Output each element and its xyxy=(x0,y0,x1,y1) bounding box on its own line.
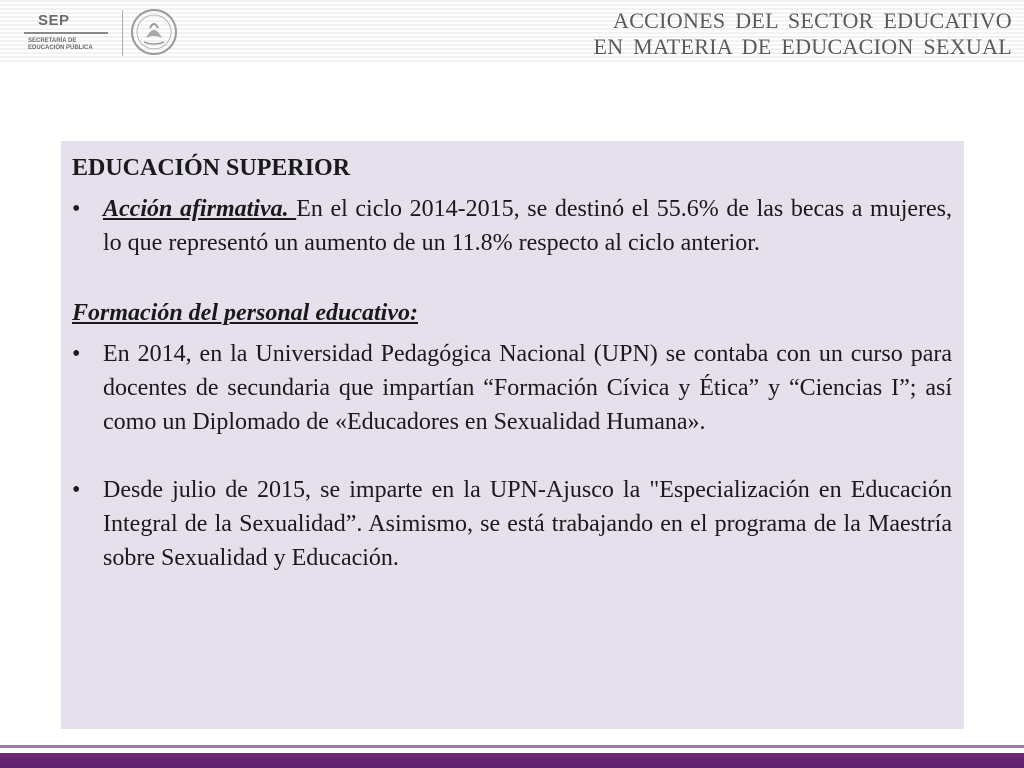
sep-logo-subtitle xyxy=(28,38,114,52)
bullet-item-3 xyxy=(72,473,952,575)
spacer xyxy=(72,330,952,337)
header-bar xyxy=(0,0,1024,64)
page-title-line-1: ACCIONES DEL SECTOR EDUCATIVO xyxy=(613,8,1012,33)
footer-bar xyxy=(0,745,1024,768)
sep-logo-divider xyxy=(24,32,108,34)
section-heading: EDUCACIÓN SUPERIOR xyxy=(72,155,351,181)
bullet-text-3: Desde julio de 2015, se imparte en la UPN-Ajusco la "Especialización en Educación Integral de la Sexualidad”. Asimismo, se está trabajando en el programa de la Maestría sobre Sexualidad y Educación. xyxy=(103,477,952,571)
bullet-icon: • xyxy=(72,196,81,222)
bullet-item-2 xyxy=(72,337,952,439)
national-seal-icon xyxy=(130,8,178,56)
sep-logo-subtitle-line-2: EDUCACIÓN PÚBLICA xyxy=(28,45,93,51)
sep-logo-text: SEP xyxy=(38,12,70,29)
page-title-line-2: EN MATERIA DE EDUCACION SEXUAL xyxy=(593,34,1012,59)
sep-logo xyxy=(24,12,116,56)
bullet-icon: • xyxy=(72,341,81,367)
spacer xyxy=(72,260,952,296)
bullet-item-1 xyxy=(72,192,952,260)
bullet-icon: • xyxy=(72,477,81,503)
bullet-1-emphasis: Acción afirmativa. xyxy=(103,196,297,222)
spacer xyxy=(72,439,952,473)
bullet-text-1 xyxy=(103,192,952,260)
subheading: Formación del personal educativo: xyxy=(72,300,418,326)
bullet-text-2: En 2014, en la Universidad Pedagógica Nacional (UPN) se contaba con un curso para docentes de secundaria que impartían “Formación Cívica y Ética” y “Ciencias I”; así como un Diplomado de «Educadores en Sexualidad Humana». xyxy=(103,341,952,435)
logo-divider xyxy=(122,10,123,56)
content-box xyxy=(61,141,964,729)
page-title xyxy=(593,8,1012,60)
sep-logo-subtitle-line-1: SECRETARÍA DE xyxy=(28,38,77,44)
bullet-1-body: En el ciclo 2014-2015, se destinó el 55.6% de las becas a mujeres, lo que representó un aumento de un 11.8% respecto al ciclo anterior. xyxy=(103,196,952,256)
